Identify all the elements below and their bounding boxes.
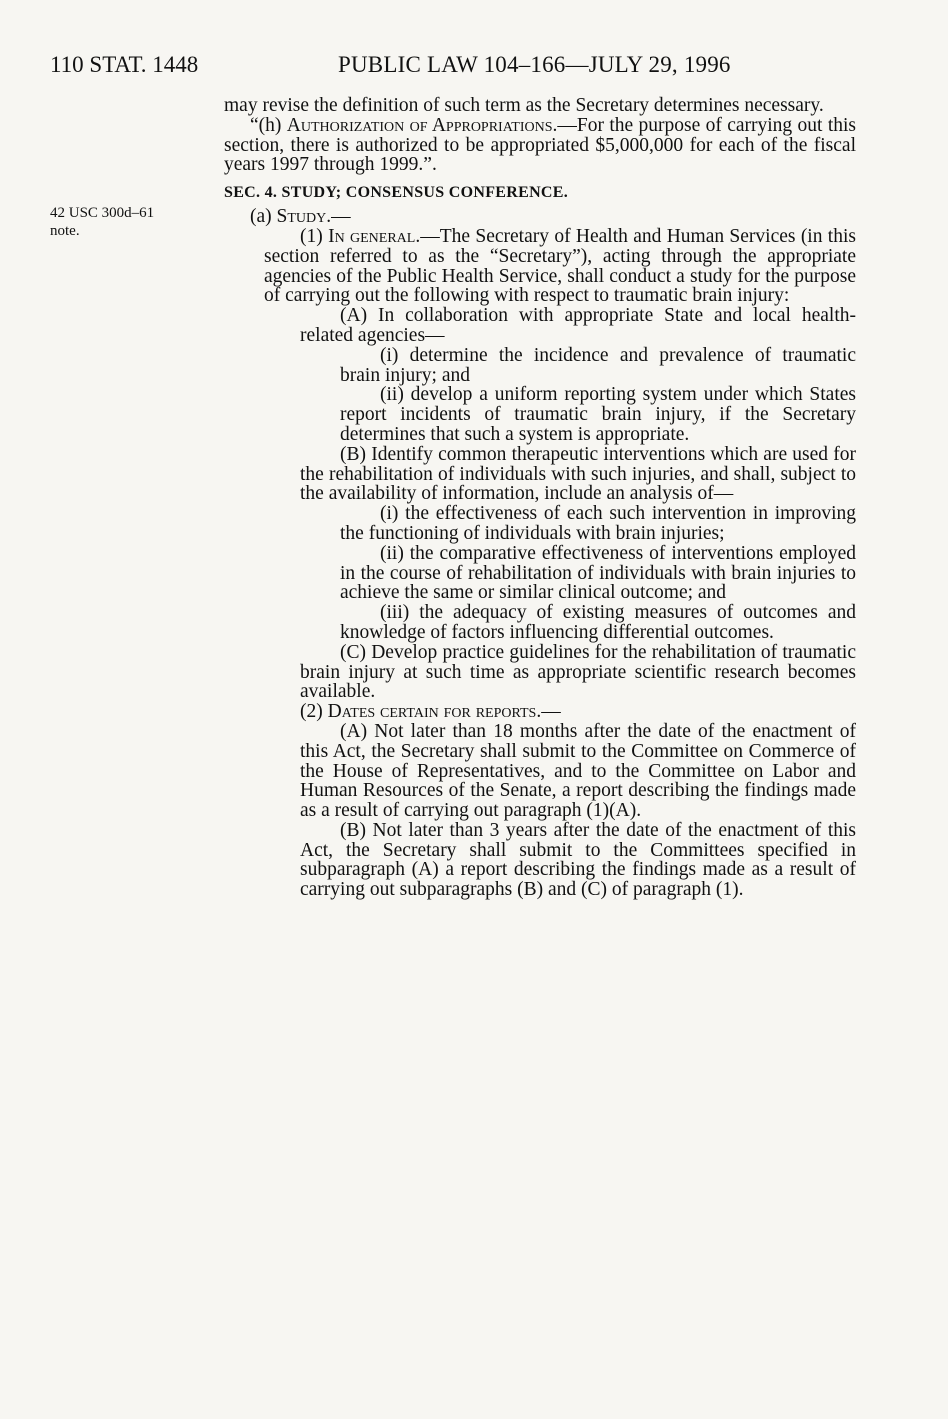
clause-1b-i: (i) the effectiveness of each such intervention in improving the functioning of individuals with brain injuries; xyxy=(340,503,856,544)
paragraph-authorization: “(h) Authorization of Appropriations.—For the purpose of carrying out this section, there is authorized to be appropriated $5,000,000 for each of the fiscal years 1997 through 1999.”. xyxy=(224,114,857,176)
subparagraph-1b: (B) Identify common therapeutic interventions which are used for the rehabilitation of individuals with such injuries, and shall, subject to the availability of information, include an analysis of— xyxy=(300,443,856,505)
margin-citation-suffix: note. xyxy=(50,223,80,239)
page-header xyxy=(0,48,948,82)
subparagraph-1a: (A) In collaboration with appropriate State and local health-related agencies— xyxy=(300,305,856,346)
clause-1a-i: (i) determine the incidence and prevalence of traumatic brain injury; and xyxy=(340,344,856,386)
margin-citation-note xyxy=(50,204,210,240)
clause-1b-ii: (ii) the comparative effectiveness of interventions employed in the course of rehabilitation of individuals with brain injuries to achieve the same or similar clinical outcome; and xyxy=(340,542,856,604)
paragraph-2-heading: (2) Dates certain for reports.— xyxy=(300,701,561,723)
subparagraph-2b: (B) Not later than 3 years after the date of the enactment of this Act, the Secretary shall submit to the Committees specified in subparagraph (A) a report describing the findings made as a result of carrying out subparagraphs (B) and (C) of paragraph (1). xyxy=(300,819,856,901)
subparagraph-1c: (C) Develop practice guidelines for the rehabilitation of traumatic brain injury at such time as appropriate scientific research becomes available. xyxy=(300,641,856,703)
clause-1a-ii: (ii) develop a uniform reporting system under which States report incidents of traumatic brain injury, if the Secretary determines that such a system is appropriate. xyxy=(340,384,856,445)
subparagraph-2a: (A) Not later than 18 months after the date of the enactment of this Act, the Secretary shall submit to the Committee on Commerce of the House of Representatives, and to the Committee on Labor and Human Resources of the Senate, a report describing the findings made as a result of carrying out paragraph (1)(A). xyxy=(300,720,856,822)
paragraph-definition-continuation: may revise the definition of such term as the Secretary determines necessary. xyxy=(224,95,824,116)
section-heading: SEC. 4. STUDY; CONSENSUS CONFERENCE. xyxy=(224,184,569,202)
document-body xyxy=(224,96,856,900)
clause-1b-iii: (iii) the adequacy of existing measures of outcomes and knowledge of factors influencing differential outcomes. xyxy=(340,602,856,643)
margin-citation: 42 USC 300d–61 xyxy=(50,205,155,221)
public-law-title: PUBLIC LAW 104–166—JULY 29, 1996 xyxy=(338,52,731,77)
subsection-a-heading: (a) Study.— xyxy=(250,206,351,228)
statute-page-number: 110 STAT. 1448 xyxy=(50,52,199,77)
paragraph-1-in-general: (1) In general.—The Secretary of Health and Human Services (in this section referred to as the “Secretary”), acting through the appropriate agencies of the Public Health Service, shall conduct a study for the purpose of carrying out the following with respect to traumatic brain injury: xyxy=(264,225,856,307)
